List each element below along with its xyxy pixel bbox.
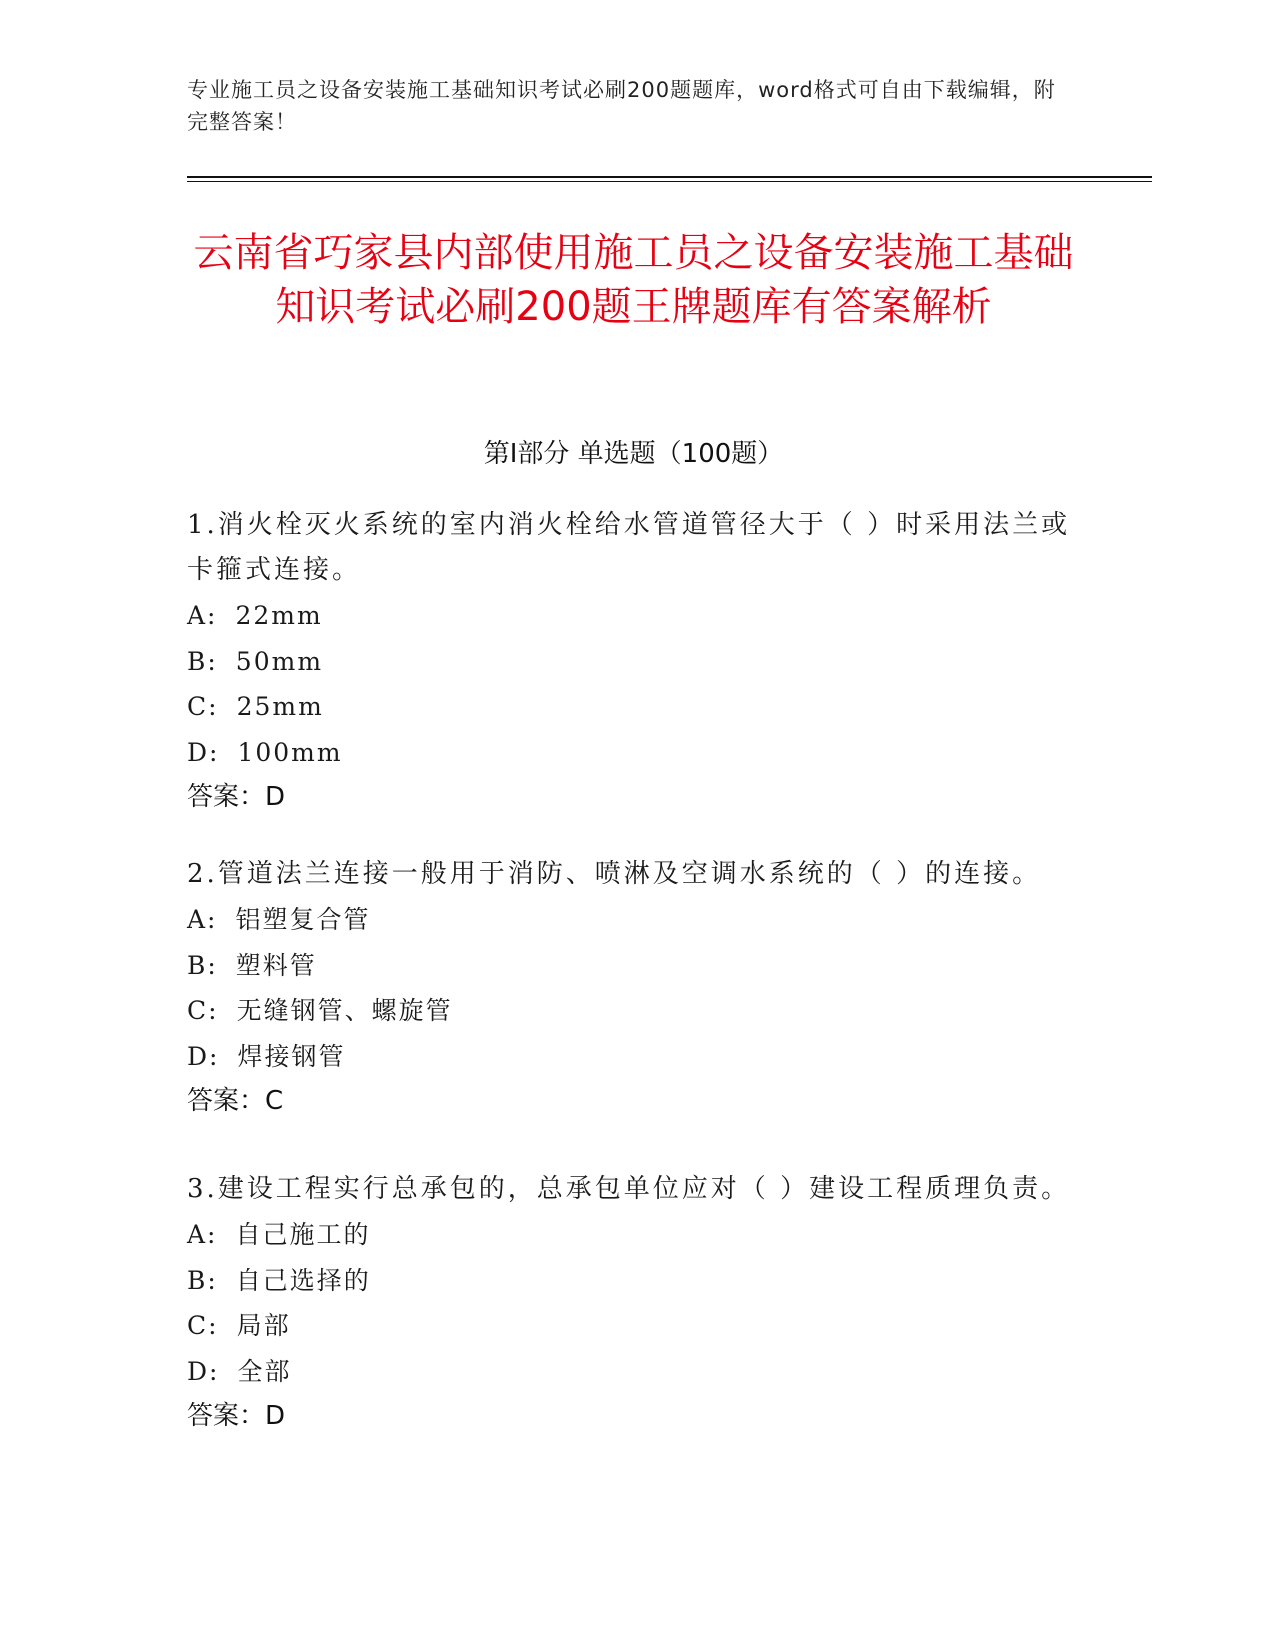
question-3 (187, 1167, 1080, 1439)
option-letter: D: (187, 1356, 220, 1386)
option-d (187, 730, 1080, 776)
option-text: 自己施工的 (235, 1220, 371, 1249)
option-letter: D: (187, 737, 220, 767)
option-text: 铝塑复合管 (235, 905, 371, 934)
option-text: 100mm (237, 737, 343, 767)
option-a (187, 1212, 1080, 1258)
option-letter: A: (187, 1220, 218, 1249)
answer: 答案：D (187, 1401, 286, 1431)
document-title: 云南省巧家县内部使用施工员之设备安装施工基础知识考试必刷200题王牌题库有答案解析 (193, 230, 1074, 330)
option-b (187, 943, 1080, 989)
option-letter: B: (187, 1265, 218, 1295)
option-text: 焊接钢管 (237, 1041, 346, 1071)
option-d (187, 1034, 1080, 1080)
option-b (187, 639, 1080, 685)
option-text: 塑料管 (235, 950, 317, 980)
option-c (187, 1303, 1080, 1349)
question-stem: 2.管道法兰连接一般用于消防、喷淋及空调水系统的（ ）的连接。 (187, 859, 1042, 889)
option-letter: D: (187, 1041, 220, 1071)
option-a (187, 593, 1080, 639)
option-text: 自己选择的 (235, 1265, 371, 1295)
header-note: 专业施工员之设备安装施工基础知识考试必刷200题题库，word格式可自由下载编辑，附完整答案！ (187, 78, 1056, 134)
option-letter: A: (187, 905, 218, 934)
option-text: 无缝钢管、螺旋管 (236, 996, 453, 1025)
question-1 (187, 503, 1080, 820)
option-text: 全部 (237, 1356, 292, 1386)
option-c (187, 684, 1080, 730)
header-rule-thin (187, 181, 1152, 182)
header-rule-thick (187, 176, 1152, 178)
section-title: 第Ⅰ部分 单选题（100题） (483, 439, 784, 469)
option-d (187, 1349, 1080, 1395)
option-a (187, 897, 1080, 943)
option-letter: C: (187, 692, 219, 721)
answer: 答案：D (187, 782, 286, 812)
option-text: 22mm (235, 601, 323, 630)
option-c (187, 988, 1080, 1034)
option-letter: C: (187, 1311, 219, 1340)
option-text: 局部 (236, 1311, 291, 1340)
option-letter: B: (187, 646, 218, 676)
option-letter: C: (187, 996, 219, 1025)
answer: 答案：C (187, 1086, 284, 1116)
option-letter: B: (187, 950, 218, 980)
option-text: 25mm (236, 692, 324, 721)
option-b (187, 1258, 1080, 1304)
option-text: 50mm (235, 646, 324, 676)
question-2 (187, 852, 1080, 1124)
question-stem: 1.消火栓灭火系统的室内消火栓给水管道管径大于（ ）时采用法兰或卡箍式连接。 (187, 510, 1071, 585)
option-letter: A: (187, 601, 218, 630)
question-stem: 3.建设工程实行总承包的，总承包单位应对（ ）建设工程质理负责。 (187, 1174, 1071, 1204)
